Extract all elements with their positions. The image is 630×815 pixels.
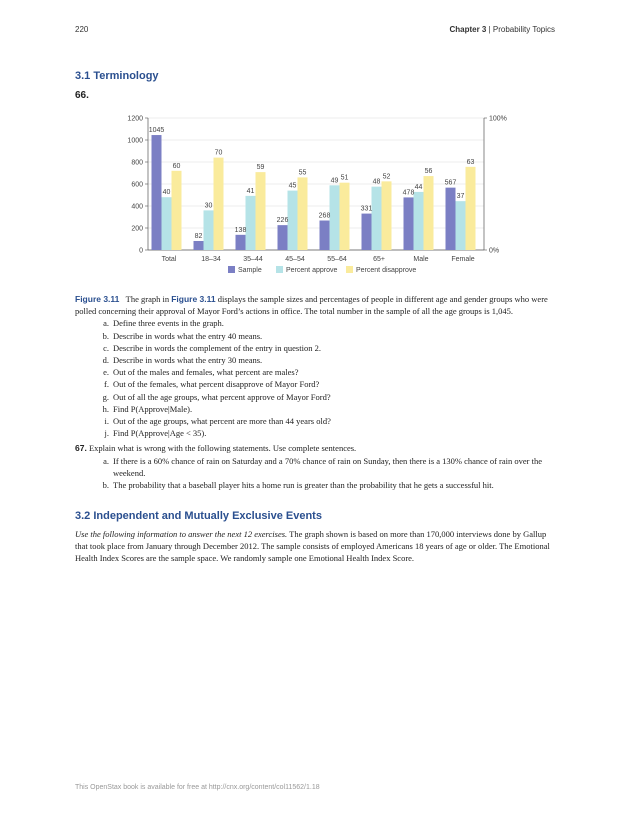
category-labels: [162, 256, 475, 263]
data-label: 567: [444, 179, 457, 187]
data-label: 60: [172, 162, 181, 170]
figure-label: Figure 3.11: [75, 294, 120, 304]
list-item: [75, 415, 555, 427]
bar-percent-approve: [162, 197, 172, 250]
page-number: 220: [75, 25, 89, 34]
section-heading-3-2: 3.2 Independent and Mutually Exclusive Events: [75, 510, 322, 522]
data-label: 1045: [148, 127, 165, 135]
bar-sample: [152, 135, 162, 250]
caption-post: displays the sample sizes and percentages of people in different age and gender groups who were polled concerning their approval of Mayor Ford’s actions in office. The total number in the sample of all the age groups is 1,045.: [75, 294, 548, 317]
right-tick-label: 0%: [489, 247, 500, 255]
bar-percent-disapprove: [382, 181, 392, 250]
bar-sample: [278, 225, 288, 250]
bar-percent-approve: [456, 201, 466, 250]
list-item: [75, 391, 555, 403]
item-text: Describe in words what the entry 30 means.: [113, 355, 263, 366]
category-label: 35–44: [243, 256, 263, 263]
bar-percent-approve: [330, 185, 340, 250]
data-label: 49: [330, 177, 339, 185]
list-item: [75, 427, 555, 439]
bar-percent-approve: [414, 192, 424, 250]
category-label: Male: [413, 256, 429, 263]
right-tick-label: 100%: [489, 115, 507, 123]
bar-percent-disapprove: [214, 158, 224, 250]
data-label: 51: [340, 174, 349, 182]
item-text: Define three events in the graph.: [113, 318, 224, 329]
category-label: Female: [451, 256, 475, 263]
category-label: 55–64: [327, 256, 347, 263]
bar-percent-disapprove: [298, 177, 308, 250]
right-axis-ticks: [484, 116, 507, 255]
item-letter: d.: [102, 355, 109, 366]
chart-grid: [148, 118, 484, 250]
y-tick-label: 400: [131, 203, 143, 211]
data-label: 70: [214, 149, 223, 157]
legend-swatch: [228, 266, 235, 273]
list-item: [75, 378, 555, 390]
bar-percent-approve: [246, 196, 256, 250]
exercise-66-label: 66.: [75, 90, 89, 101]
data-label: 30: [204, 202, 213, 210]
category-label: 45–54: [285, 256, 305, 263]
item-text: Find P(Approve|Age < 35).: [113, 428, 207, 439]
item-text: Out of the age groups, what percent are more than 44 years old?: [113, 416, 331, 427]
bar-percent-disapprove: [256, 172, 266, 250]
item-letter: a.: [103, 318, 109, 329]
bar-percent-approve: [204, 210, 214, 250]
y-tick-label: 1200: [127, 115, 143, 123]
bar-percent-disapprove: [466, 167, 476, 250]
list-item: [75, 366, 555, 378]
list-item: [75, 455, 555, 479]
bar-chart: [110, 108, 520, 283]
figure-caption: [75, 293, 555, 317]
data-label: 40: [162, 189, 171, 197]
bar-sample: [194, 241, 204, 250]
item-text: Find P(Approve|Male).: [113, 403, 193, 414]
exercise-66-body: [75, 293, 555, 491]
data-label: 63: [466, 158, 475, 166]
intro-italic: Use the following information to answer the next 12 exercises.: [75, 529, 288, 539]
item-letter: b.: [102, 330, 109, 341]
item-text: If there is a 60% chance of rain on Saturday and a 70% chance of rain on Sunday, then there is a 130% chance of rain over the weekend.: [113, 455, 543, 478]
item-text: Out of all the age groups, what percent approve of Mayor Ford?: [113, 391, 331, 402]
section-heading-3-1: 3.1 Terminology: [75, 70, 159, 82]
item-text: Out of the males and females, what percent are males?: [113, 367, 299, 378]
data-label: 44: [414, 183, 423, 191]
data-label: 41: [246, 187, 255, 195]
item-text: The probability that a baseball player hits a home run is greater than the probability that he gets a successful hit.: [113, 480, 494, 491]
legend-label: Percent approve: [286, 267, 338, 274]
item-letter: a.: [103, 455, 109, 466]
legend-label: Percent disapprove: [356, 267, 417, 274]
bar-percent-disapprove: [424, 176, 434, 250]
item-letter: i.: [104, 416, 109, 427]
item-text: Describe in words what the entry 40 means.: [113, 330, 263, 341]
item-letter: j.: [104, 428, 109, 439]
chart-legend: [228, 266, 416, 274]
bar-percent-disapprove: [172, 171, 182, 250]
exercise-67: [75, 442, 555, 454]
header-separator: |: [486, 25, 493, 34]
legend-label: Sample: [238, 267, 262, 274]
section-3-2-intro: [75, 528, 555, 565]
data-label: 331: [360, 205, 373, 213]
y-tick-label: 200: [131, 225, 143, 233]
footer-text: This OpenStax book is available for free at http://cnx.org/content/col11562/1.18: [75, 784, 320, 791]
data-label: 56: [424, 168, 433, 176]
category-label: 18–34: [201, 256, 221, 263]
data-label: 52: [382, 173, 391, 181]
data-label: 48: [372, 178, 381, 186]
list-item: [75, 479, 555, 491]
category-label: Total: [161, 256, 177, 263]
bar-sample: [446, 188, 456, 250]
data-label: 138: [234, 226, 247, 234]
item-letter: c.: [103, 342, 109, 353]
left-axis-ticks: [127, 116, 148, 255]
chapter-number: Chapter 3: [449, 25, 487, 34]
y-tick-label: 800: [131, 159, 143, 167]
data-label: 478: [402, 189, 415, 197]
exercise-67-items: [75, 455, 555, 492]
exercise-67-text: Explain what is wrong with the following statements. Use complete sentences.: [88, 443, 357, 454]
exercise-67-label: 67.: [75, 443, 87, 454]
bar-sample: [362, 214, 372, 250]
bar-sample: [320, 221, 330, 250]
intro-text: The graph shown is based on more than 170,000 interviews done by Gallup that took place from January through December 2012. The sample consists of employed Americans 18 years of age or older. The Emotional Health Index Scores are the sample space. We randomly sample one Emotional Health Index Score.: [75, 529, 550, 564]
item-text: Out of the females, what percent disapprove of Mayor Ford?: [113, 379, 320, 390]
running-header: [449, 25, 555, 34]
item-text: Describe in words the complement of the entry in question 2.: [113, 342, 321, 353]
data-label: 55: [298, 169, 307, 177]
data-label: 268: [318, 212, 331, 220]
data-label: 82: [194, 232, 203, 240]
legend-swatch: [276, 266, 283, 273]
data-label: 226: [276, 217, 289, 225]
caption-pre: The graph in: [125, 294, 172, 304]
bar-percent-approve: [288, 191, 298, 250]
bar-sample: [236, 235, 246, 250]
y-tick-label: 600: [131, 181, 143, 189]
chapter-title: Probability Topics: [492, 25, 555, 34]
exercise-66-questions: [75, 317, 555, 439]
list-item: [75, 403, 555, 415]
data-label: 59: [256, 164, 265, 172]
y-tick-label: 1000: [127, 137, 143, 145]
bar-percent-disapprove: [340, 183, 350, 250]
item-letter: h.: [102, 403, 109, 414]
y-tick-label: 0: [139, 247, 143, 255]
list-item: [75, 342, 555, 354]
list-item: [75, 354, 555, 366]
bar-percent-approve: [372, 187, 382, 250]
list-item: [75, 317, 555, 329]
figure-ref-link[interactable]: Figure 3.11: [171, 294, 216, 304]
list-item: [75, 330, 555, 342]
item-letter: f.: [104, 379, 109, 390]
legend-swatch: [346, 266, 353, 273]
category-label: 65+: [373, 256, 385, 263]
item-letter: g.: [102, 391, 109, 402]
item-letter: b.: [102, 480, 109, 491]
data-label: 45: [288, 182, 297, 190]
data-label: 37: [456, 193, 465, 201]
bar-sample: [404, 197, 414, 250]
item-letter: e.: [103, 367, 109, 378]
